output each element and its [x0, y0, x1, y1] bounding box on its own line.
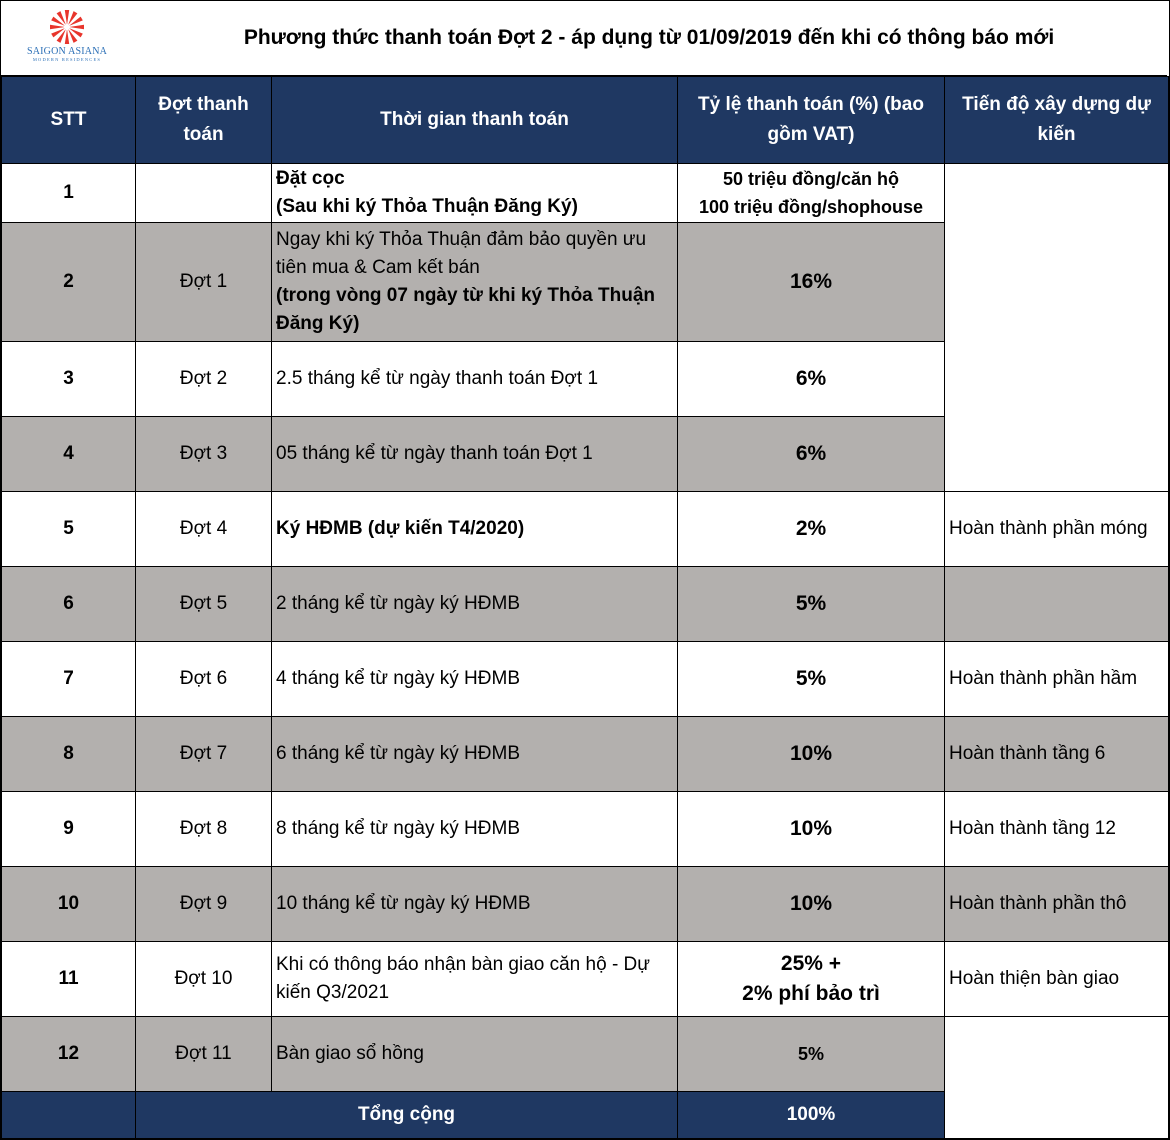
stt-cell: 5 [2, 492, 136, 567]
logo-sub-text: MODERN RESIDENCES [32, 57, 102, 62]
time-cell: 4 tháng kể từ ngày ký HĐMB [272, 642, 678, 717]
total-label: Tổng cộng [136, 1092, 678, 1139]
progress-cell: Hoàn thành tầng 6 [945, 717, 1169, 792]
ratio-cell: 5% [678, 1017, 945, 1092]
total-stt-cell [2, 1092, 136, 1139]
deposit-note: (Sau khi ký Thỏa Thuận Đăng Ký) [276, 196, 578, 217]
ratio-cell: 6% [678, 342, 945, 417]
progress-cell [945, 567, 1169, 642]
stt-cell: 1 [2, 164, 136, 223]
ratio-cell [678, 164, 945, 223]
time-cell: Ký HĐMB (dự kiến T4/2020) [272, 492, 678, 567]
ratio-cell: 5% [678, 567, 945, 642]
table-row [2, 942, 1169, 1017]
dot-cell: Đợt 5 [136, 567, 272, 642]
progress-cell: Hoàn thành phần thô [945, 867, 1169, 942]
time-cell: 05 tháng kể từ ngày thanh toán Đợt 1 [272, 417, 678, 492]
stt-cell: 9 [2, 792, 136, 867]
dot-cell: Đợt 2 [136, 342, 272, 417]
dot-cell: Đợt 1 [136, 223, 272, 342]
table-row [2, 867, 1169, 942]
table-row [2, 1017, 1169, 1092]
table-row [2, 492, 1169, 567]
table-row [2, 642, 1169, 717]
saigon-asiana-logo [15, 7, 119, 71]
stt-cell: 3 [2, 342, 136, 417]
stt-cell: 4 [2, 417, 136, 492]
time-cell: 2 tháng kể từ ngày ký HĐMB [272, 567, 678, 642]
col-header-ratio: Tỷ lệ thanh toán (%) (bao gồm VAT) [678, 77, 945, 164]
col-header-time: Thời gian thanh toán [272, 77, 678, 164]
dot-cell: Đợt 7 [136, 717, 272, 792]
maintenance-fee: 2% phí bảo trì [742, 982, 880, 1005]
progress-cell-merged [945, 164, 1169, 492]
progress-cell: Hoàn thiện bàn giao [945, 942, 1169, 1017]
total-value: 100% [678, 1092, 945, 1139]
ratio-cell: 16% [678, 223, 945, 342]
col-header-dot: Đợt thanh toán [136, 77, 272, 164]
ratio-cell: 10% [678, 792, 945, 867]
ratio-cell: 5% [678, 642, 945, 717]
dot-cell: Đợt 10 [136, 942, 272, 1017]
stt-cell: 8 [2, 717, 136, 792]
progress-cell-merged-end [945, 1017, 1169, 1139]
time-cell: 6 tháng kể từ ngày ký HĐMB [272, 717, 678, 792]
ratio-cell [678, 942, 945, 1017]
ratio-cell: 10% [678, 717, 945, 792]
progress-cell: Hoàn thành phần hầm [945, 642, 1169, 717]
deposit-label: Đặt cọc [276, 168, 345, 189]
dot-cell: Đợt 3 [136, 417, 272, 492]
progress-cell: Hoàn thành tầng 12 [945, 792, 1169, 867]
logo-starburst-icon [47, 7, 87, 45]
time-cell: Bàn giao sổ hồng [272, 1017, 678, 1092]
page-title: Phương thức thanh toán Đợt 2 - áp dụng từ 01/09/2019 đến khi có thông báo mới [243, 26, 1055, 49]
col-header-progress: Tiến độ xây dựng dự kiến [945, 77, 1169, 164]
table-row [2, 164, 1169, 223]
stt-cell: 10 [2, 867, 136, 942]
deposit-apartment: 50 triệu đồng/căn hộ [722, 169, 900, 189]
stt-cell: 2 [2, 223, 136, 342]
final-payment-ratio: 25% + [780, 952, 842, 975]
time-cell [272, 164, 678, 223]
time-cell: 8 tháng kể từ ngày ký HĐMB [272, 792, 678, 867]
table-row [2, 717, 1169, 792]
col-header-stt: STT [2, 77, 136, 164]
stt-cell: 7 [2, 642, 136, 717]
time-cell [272, 223, 678, 342]
page-header [1, 1, 1167, 77]
ratio-cell: 6% [678, 417, 945, 492]
stt-cell: 11 [2, 942, 136, 1017]
time-cell: 2.5 tháng kể từ ngày thanh toán Đợt 1 [272, 342, 678, 417]
deposit-shophouse: 100 triệu đồng/shophouse [698, 197, 924, 217]
table-row [2, 792, 1169, 867]
stt-cell: 6 [2, 567, 136, 642]
stt-cell: 12 [2, 1017, 136, 1092]
progress-cell: Hoàn thành phần móng [945, 492, 1169, 567]
time-cell: 10 tháng kể từ ngày ký HĐMB [272, 867, 678, 942]
dot-cell [136, 164, 272, 223]
table-row [2, 567, 1169, 642]
dot-cell: Đợt 9 [136, 867, 272, 942]
time-normal-text: Ngay khi ký Thỏa Thuận đảm bảo quyền ưu tiên mua & Cam kết bán [276, 229, 647, 278]
payment-schedule-table [1, 76, 1169, 1139]
dot-cell: Đợt 4 [136, 492, 272, 567]
dot-cell: Đợt 11 [136, 1017, 272, 1092]
dot-cell: Đợt 6 [136, 642, 272, 717]
time-cell: Khi có thông báo nhận bàn giao căn hộ - Dự kiến Q3/2021 [272, 942, 678, 1017]
time-bold-text: (trong vòng 07 ngày từ khi ký Thỏa Thuận Đăng Ký) [276, 285, 656, 334]
table-header-row [2, 77, 1169, 164]
ratio-cell: 2% [678, 492, 945, 567]
dot-cell: Đợt 8 [136, 792, 272, 867]
logo-brand-text: SAIGON ASIANA [26, 46, 108, 57]
ratio-cell: 10% [678, 867, 945, 942]
